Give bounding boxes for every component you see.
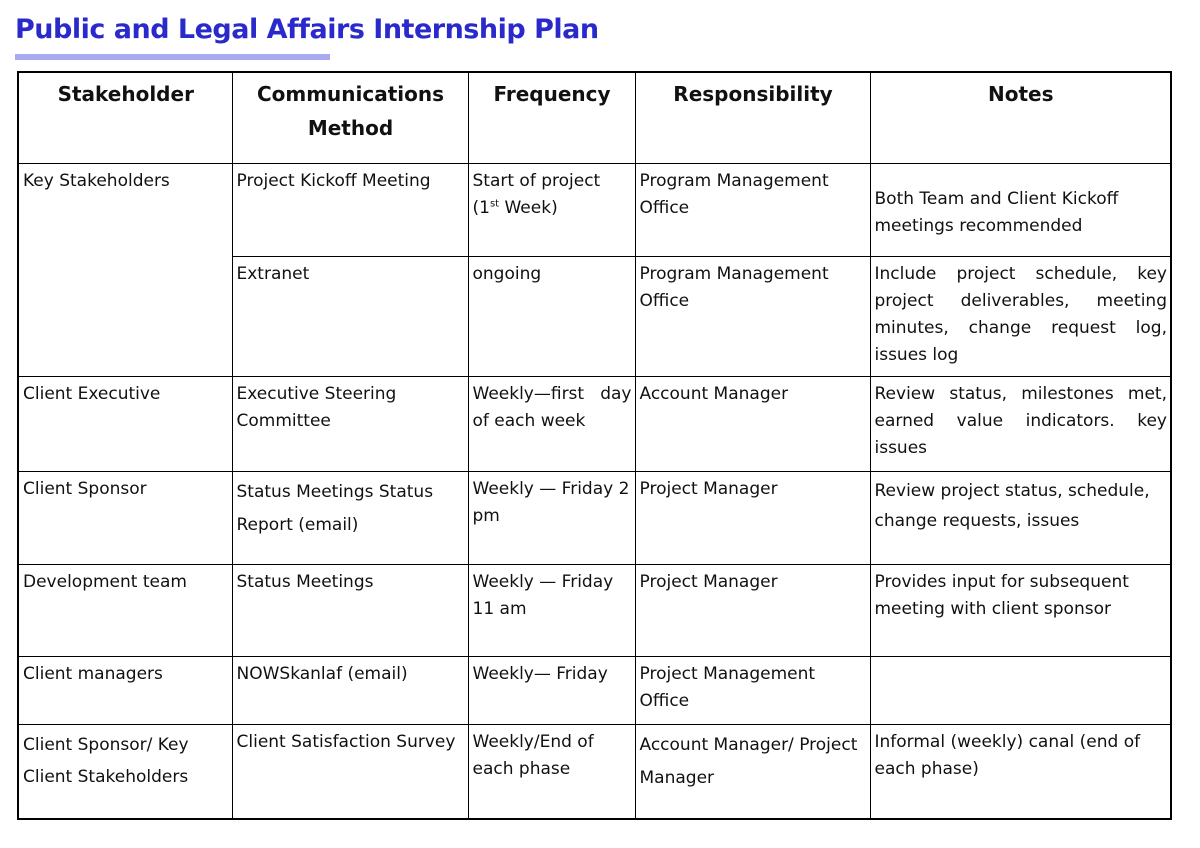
frequency-cell: Weekly — Friday 2 pm — [468, 472, 635, 565]
responsibility-cell: Project Management Office — [635, 657, 870, 725]
stakeholder-cell: Client managers — [18, 657, 232, 725]
method-cell: Client Satisfaction Survey — [232, 725, 468, 819]
table-header-row — [18, 72, 1171, 164]
method-cell: Status Meetings — [232, 565, 468, 657]
communications-plan-table — [17, 71, 1172, 820]
notes-cell: Include project schedule, key project deliverables, meeting minutes, change request log, issues log — [870, 257, 1171, 377]
table-row — [18, 164, 1171, 257]
page-title: Public and Legal Affairs Internship Plan — [15, 14, 599, 45]
stakeholder-cell: Client Sponsor — [18, 472, 232, 565]
frequency-cell: Weekly/End of each phase — [468, 725, 635, 819]
frequency-cell: Weekly—first day of each week — [468, 377, 635, 472]
table-row — [18, 565, 1171, 657]
method-cell: Project Kickoff Meeting — [232, 164, 468, 257]
notes-cell: Informal (weekly) canal (end of each phase) — [870, 725, 1171, 819]
method-cell: Status Meetings Status Report (email) — [232, 472, 468, 565]
column-header-notes: Notes — [870, 72, 1171, 164]
stakeholder-cell: Client Executive — [18, 377, 232, 472]
method-cell: Extranet — [232, 257, 468, 377]
stakeholder-cell: Client Sponsor/ Key Client Stakeholders — [18, 725, 232, 819]
notes-cell: Review status, milestones met, earned value indicators. key issues — [870, 377, 1171, 472]
responsibility-cell: Program Management Office — [635, 164, 870, 257]
responsibility-cell: Project Manager — [635, 565, 870, 657]
column-header-stakeholder: Stakeholder — [18, 72, 232, 164]
frequency-cell: ongoing — [468, 257, 635, 377]
notes-cell: Both Team and Client Kickoff meetings recommended — [870, 164, 1171, 257]
responsibility-cell: Project Manager — [635, 472, 870, 565]
method-cell: NOWSkanlaf (email) — [232, 657, 468, 725]
title-underline — [15, 54, 330, 60]
table-row — [18, 472, 1171, 565]
table-row — [18, 657, 1171, 725]
column-header-communications-method: Communications Method — [232, 72, 468, 164]
notes-cell: Review project status, schedule, change requests, issues — [870, 472, 1171, 565]
frequency-cell: Weekly — Friday 11 am — [468, 565, 635, 657]
responsibility-cell: Account Manager — [635, 377, 870, 472]
frequency-text: Start of project (1 — [472, 171, 601, 218]
stakeholder-cell: Key Stakeholders — [18, 164, 232, 377]
method-cell: Executive Steering Committee — [232, 377, 468, 472]
column-header-frequency: Frequency — [468, 72, 635, 164]
column-header-responsibility: Responsibility — [635, 72, 870, 164]
frequency-cell — [468, 164, 635, 257]
table-row — [18, 725, 1171, 819]
notes-cell — [870, 657, 1171, 725]
table-row — [18, 377, 1171, 472]
responsibility-cell: Account Manager/ Project Manager — [635, 725, 870, 819]
responsibility-cell: Program Management Office — [635, 257, 870, 377]
ordinal-suffix: st — [489, 198, 500, 210]
stakeholder-cell: Development team — [18, 565, 232, 657]
frequency-cell: Weekly— Friday — [468, 657, 635, 725]
frequency-text-end: Week) — [499, 198, 558, 218]
notes-cell: Provides input for subsequent meeting with client sponsor — [870, 565, 1171, 657]
